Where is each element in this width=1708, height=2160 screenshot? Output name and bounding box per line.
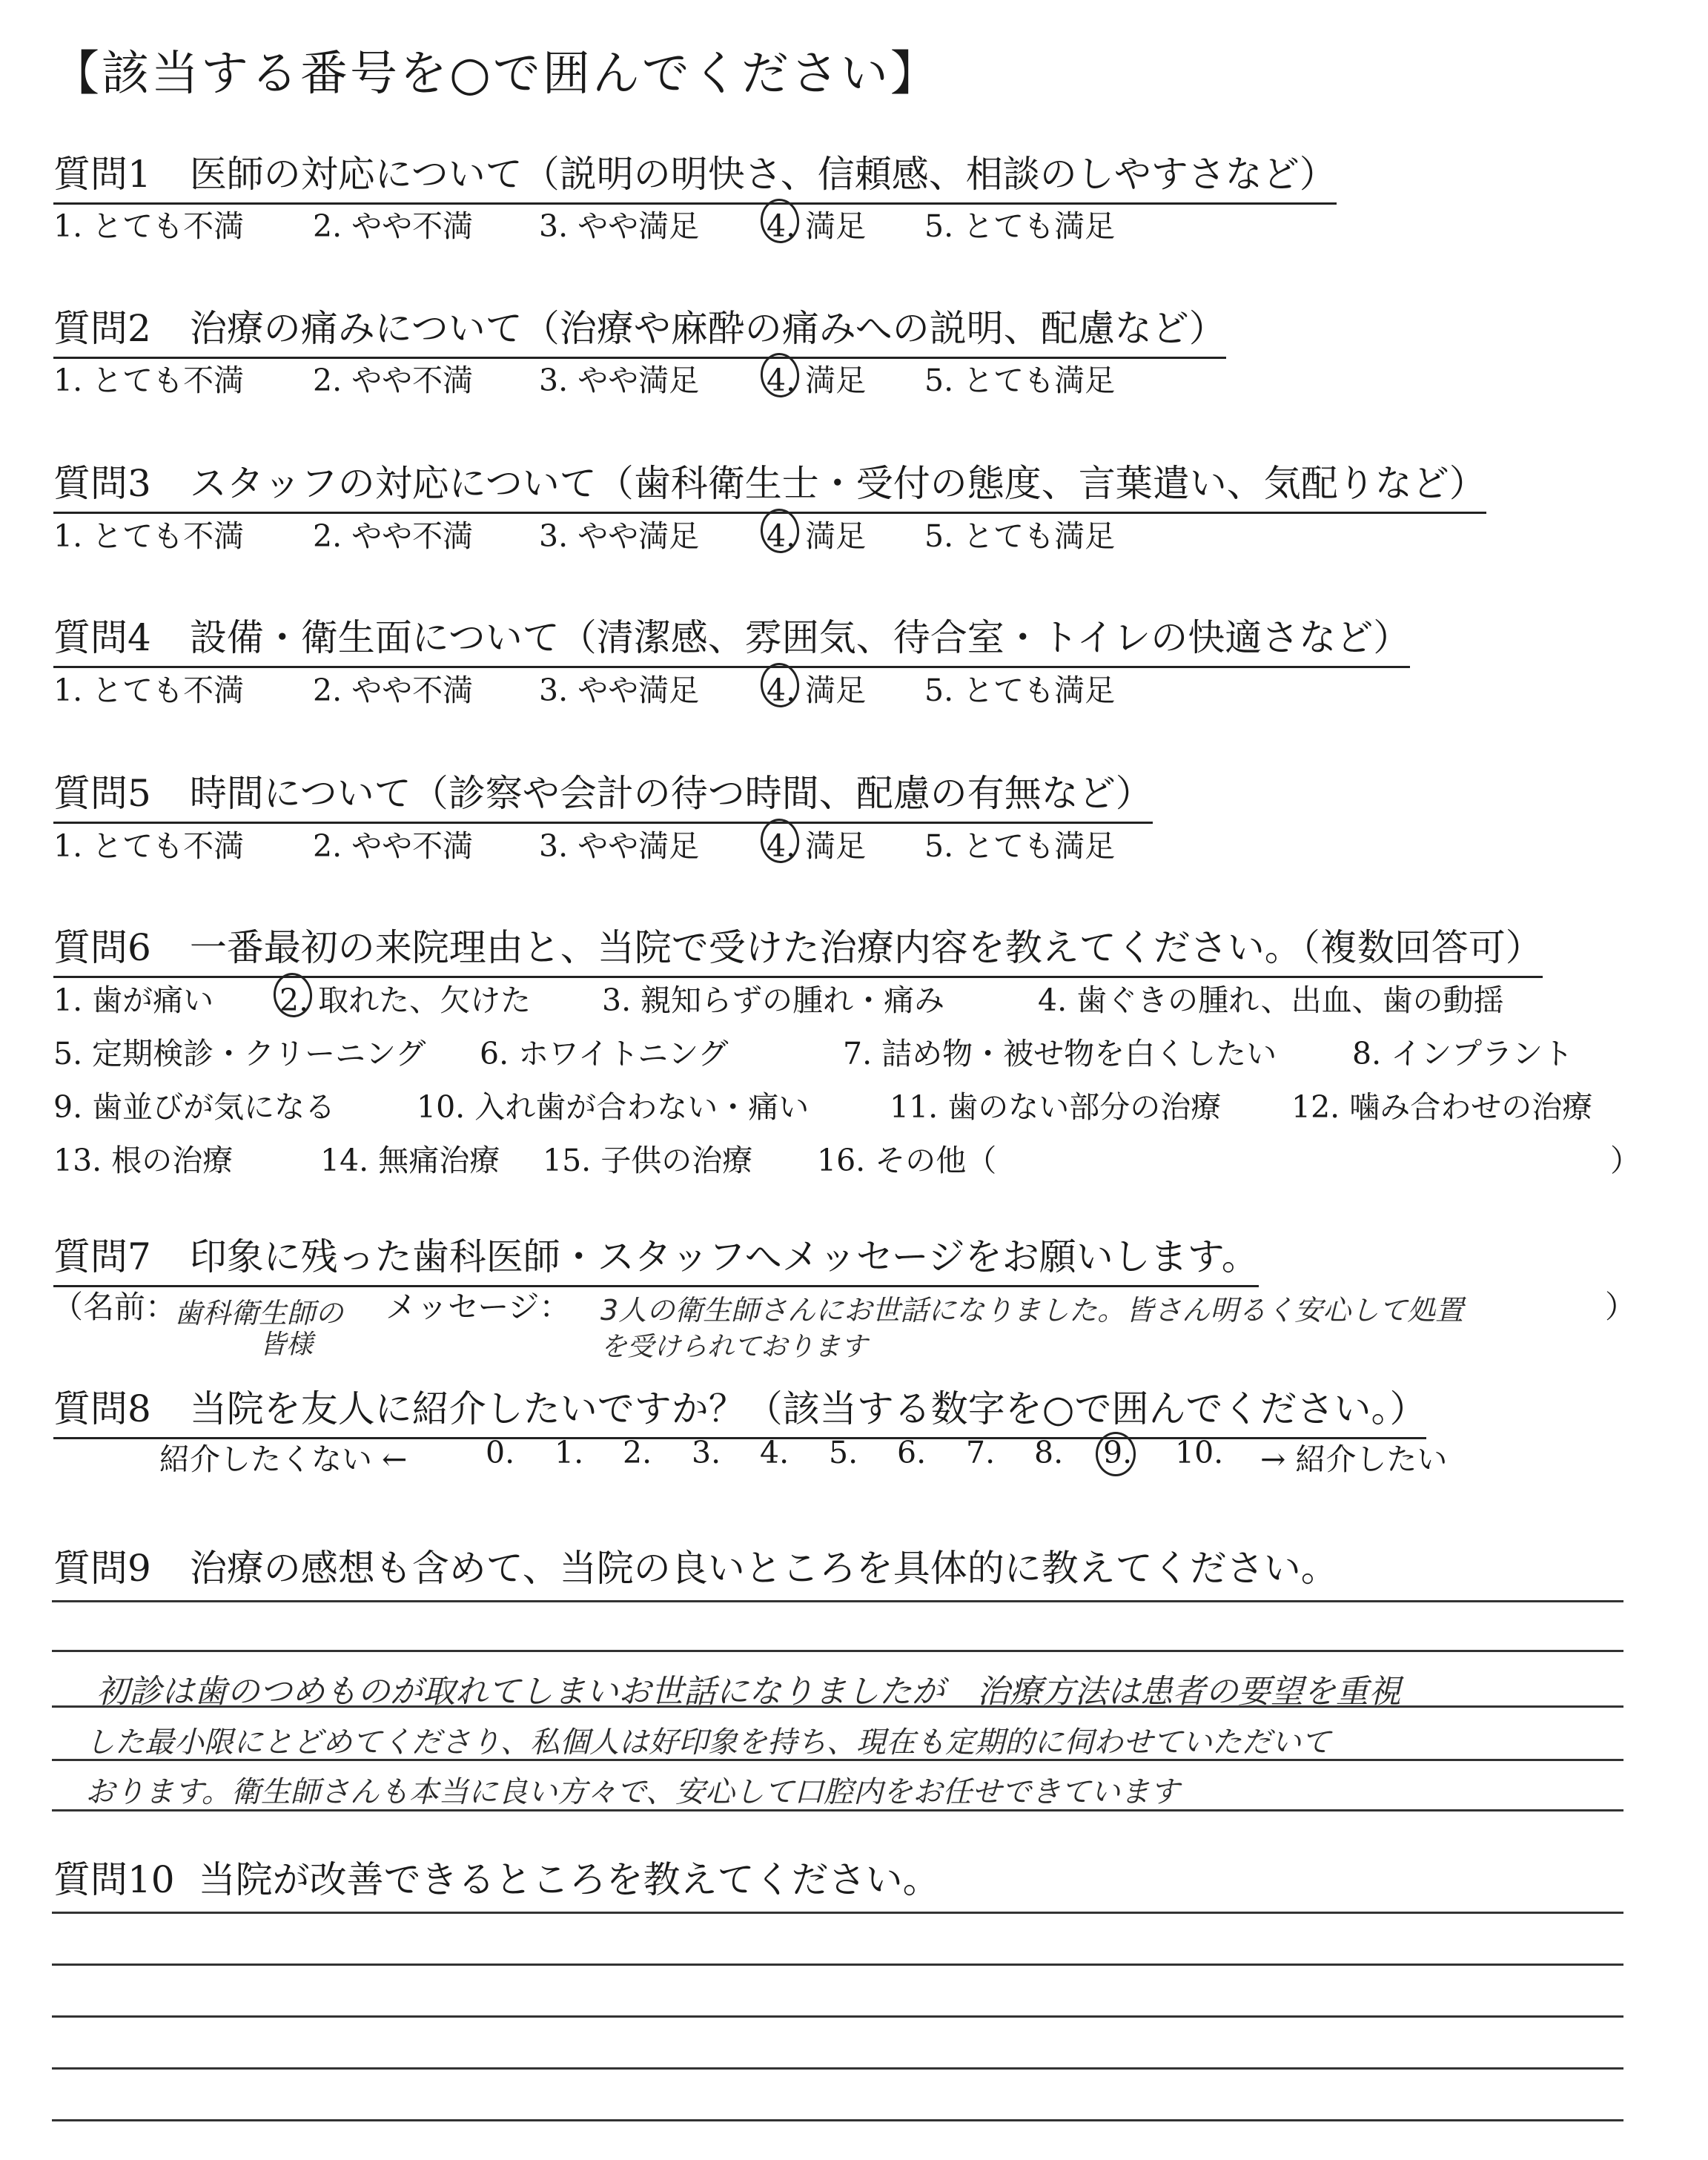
rating-option[interactable]: 2. やや不満 [313, 518, 474, 554]
rating-option-selected[interactable]: 4. 満足 [767, 666, 866, 710]
question-number: 質問8 [53, 1387, 151, 1430]
question-title [53, 454, 1486, 514]
question-number: 質問2 [53, 307, 151, 350]
reason-option[interactable]: 5. 定期検診・クリーニング [53, 1036, 426, 1071]
reason-option-other[interactable]: 16. その他（ [817, 1143, 997, 1178]
message-handwritten: 3人の衛生師さんにお世話になりました。皆さん明るく安心して処置 [600, 1294, 1464, 1327]
answer-handwritten: した最小限にとどめてくださり、私個人は好印象を持ち、現在も定期的に伺わせていただいて [85, 1725, 1331, 1760]
name-label: （名前： [52, 1289, 177, 1325]
reason-option[interactable]: 14. 無痛治療 [320, 1143, 500, 1178]
answer-line [52, 2119, 1623, 2121]
question-title [53, 1539, 1338, 1596]
question-number: 質問5 [53, 772, 151, 815]
question-text: 設備・衛生面について（清潔感、雰囲気、待合室・トイレの快適さなど） [189, 616, 1411, 659]
rating-option[interactable]: 1. とても不満 [53, 208, 245, 244]
question-text: 治療の痛みについて（治療や麻酔の痛みへの説明、配慮など） [189, 307, 1226, 350]
rating-option[interactable]: 3. やや満足 [539, 208, 700, 244]
scale-right-label: → 紹介したい [1260, 1441, 1448, 1477]
rating-option[interactable]: 1. とても不満 [53, 828, 245, 864]
question-text: 当院が改善できるところを教えてください。 [198, 1858, 940, 1901]
rating-option[interactable]: 3. やや満足 [539, 828, 700, 864]
reason-option[interactable]: 15. 子供の治療 [543, 1143, 753, 1178]
reason-option[interactable]: 9. 歯並びが気になる [53, 1089, 336, 1125]
question-number: 質問1 [53, 153, 151, 196]
rating-option-selected[interactable]: 4. 満足 [767, 202, 866, 245]
reason-option[interactable]: 11. 歯のない部分の治療 [890, 1089, 1222, 1125]
question-title [53, 1850, 940, 1908]
question-title [53, 764, 1153, 824]
answer-handwritten: 初診は歯のつめものが取れてしまいお世話になりましたが 治療方法は患者の要望を重視 [96, 1673, 1401, 1711]
rating-option[interactable]: 5. とても満足 [924, 518, 1116, 554]
question-title [53, 608, 1410, 668]
reason-option[interactable]: 13. 根の治療 [53, 1143, 234, 1178]
scale-option[interactable]: 3. [692, 1435, 721, 1470]
question-text: 医師の対応について（説明の明快さ、信頼感、相談のしやすさなど） [189, 153, 1337, 196]
question-title [53, 1227, 1259, 1287]
reason-option[interactable]: 4. 歯ぐきの腫れ、出血、歯の動揺 [1038, 982, 1504, 1018]
rating-option[interactable]: 2. やや不満 [313, 363, 474, 398]
close-paren: ） [1610, 1143, 1641, 1178]
question-number: 質問3 [53, 462, 151, 505]
reason-option[interactable]: 7. 詰め物・被せ物を白くしたい [843, 1036, 1277, 1071]
rating-option[interactable]: 2. やや不満 [313, 673, 474, 708]
message-label: メッセージ： [385, 1289, 571, 1325]
rating-option[interactable]: 3. やや満足 [539, 518, 700, 554]
rating-option[interactable]: 2. やや不満 [313, 828, 474, 864]
question-text: 時間について（診察や会計の待つ時間、配慮の有無など） [189, 772, 1153, 815]
question-number: 質問4 [53, 616, 151, 659]
rating-option[interactable]: 3. やや満足 [539, 673, 700, 708]
question-text: 治療の感想も含めて、当院の良いところを具体的に教えてください。 [189, 1547, 1338, 1590]
name-handwritten: 歯科衛生師の [174, 1297, 344, 1330]
scale-option[interactable]: 8. [1034, 1435, 1064, 1470]
rating-option-selected[interactable]: 4. 満足 [767, 822, 866, 865]
rating-option[interactable]: 1. とても不満 [53, 673, 245, 708]
question-number: 質問6 [53, 926, 151, 969]
reason-option[interactable]: 10. 入れ歯が合わない・痛い [417, 1089, 810, 1125]
question-text: 一番最初の来院理由と、当院で受けた治療内容を教えてください。（複数回答可） [189, 926, 1543, 969]
rating-option-selected[interactable]: 4. 満足 [767, 356, 866, 400]
rating-option[interactable]: 3. やや満足 [539, 363, 700, 398]
rating-option[interactable]: 5. とても満足 [924, 828, 1116, 864]
answer-handwritten: おります。衛生師さんも本当に良い方々で、安心して口腔内をお任せできています [85, 1775, 1179, 1809]
scale-option-selected[interactable]: 9. [1103, 1435, 1133, 1470]
rating-option[interactable]: 5. とても満足 [924, 673, 1116, 708]
question-text: スタッフの対応について（歯科衛生士・受付の態度、言葉遣い、気配りなど） [189, 462, 1486, 505]
answer-line [52, 2015, 1623, 2018]
rating-option[interactable]: 5. とても満足 [924, 363, 1116, 398]
page-title: 【該当する番号を○で囲んでください】 [52, 47, 940, 102]
close-paren: ） [1605, 1289, 1637, 1325]
reason-option[interactable]: 3. 親知らずの腫れ・痛み [602, 982, 945, 1018]
name-handwritten: 皆様 [259, 1330, 314, 1360]
question-number: 質問10 [53, 1858, 175, 1901]
rating-option[interactable]: 1. とても不満 [53, 363, 245, 398]
rating-option-selected[interactable]: 4. 満足 [767, 512, 866, 555]
question-text: 当院を友人に紹介したいですか？（該当する数字を○で囲んでください。） [189, 1387, 1427, 1430]
scale-option[interactable]: 4. [760, 1435, 790, 1470]
answer-line [52, 1912, 1623, 1914]
reason-option[interactable]: 8. インプラント [1352, 1036, 1574, 1071]
scale-option[interactable]: 6. [897, 1435, 927, 1470]
message-handwritten: を受けられております [600, 1332, 868, 1362]
scale-left-label: 紹介したくない ← [159, 1441, 408, 1477]
rating-option[interactable]: 1. とても不満 [53, 518, 245, 554]
scale-option[interactable]: 10. [1175, 1435, 1224, 1470]
scale-option[interactable]: 1. [555, 1435, 584, 1470]
question-number: 質問9 [53, 1547, 151, 1590]
question-title [53, 918, 1543, 978]
rating-option[interactable]: 2. やや不満 [313, 208, 474, 244]
question-number: 質問7 [53, 1235, 151, 1278]
reason-option-selected[interactable]: 2. 取れた、欠けた [279, 976, 531, 1020]
question-text: 印象に残った歯科医師・スタッフへメッセージをお願いします。 [189, 1235, 1259, 1278]
rating-option[interactable]: 5. とても満足 [924, 208, 1116, 244]
question-title [53, 1379, 1426, 1439]
reason-option[interactable]: 6. ホワイトニング [480, 1036, 729, 1071]
answer-line [52, 1600, 1623, 1602]
answer-line [52, 1964, 1623, 1966]
question-title [53, 145, 1337, 205]
scale-option[interactable]: 5. [829, 1435, 858, 1470]
question-title [53, 299, 1226, 359]
scale-option[interactable]: 2. [623, 1435, 652, 1470]
scale-option[interactable]: 0. [486, 1435, 515, 1470]
answer-line [52, 1650, 1623, 1652]
answer-line [52, 2067, 1623, 2070]
reason-option[interactable]: 12. 噛み合わせの治療 [1291, 1089, 1593, 1125]
scale-option[interactable]: 7. [966, 1435, 996, 1470]
reason-option[interactable]: 1. 歯が痛い [53, 982, 214, 1018]
